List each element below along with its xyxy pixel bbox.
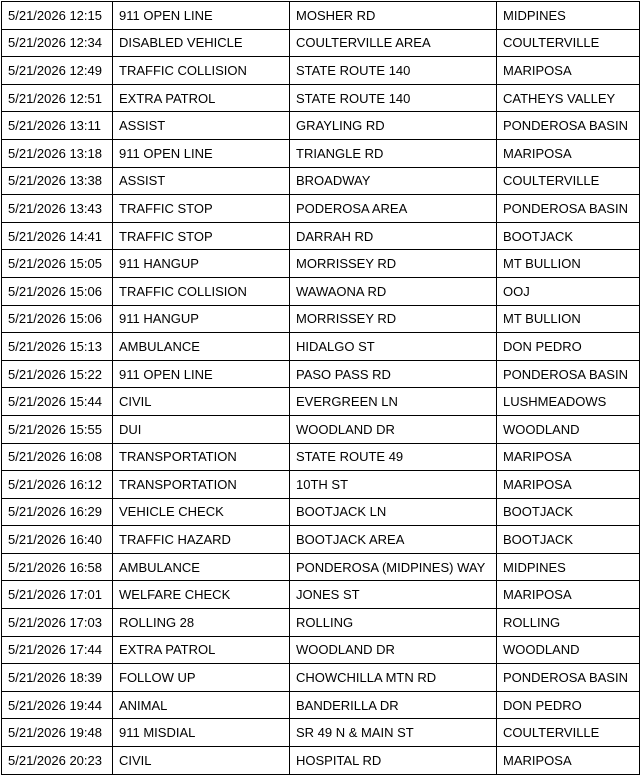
location-cell: EVERGREEN LN bbox=[290, 388, 497, 416]
area-cell: MARIPOSA bbox=[497, 139, 640, 167]
table-row bbox=[2, 471, 640, 499]
date-time-cell: 5/21/2026 20:23 bbox=[2, 747, 113, 775]
call-type-cell: ANIMAL bbox=[113, 691, 290, 719]
location-cell: BANDERILLA DR bbox=[290, 691, 497, 719]
call-type-cell: TRANSPORTATION bbox=[113, 471, 290, 499]
date-time-cell: 5/21/2026 16:12 bbox=[2, 471, 113, 499]
date-time-cell: 5/21/2026 15:05 bbox=[2, 250, 113, 278]
date-time-cell: 5/21/2026 19:48 bbox=[2, 719, 113, 747]
call-type-cell: ROLLING 28 bbox=[113, 609, 290, 637]
location-cell: STATE ROUTE 140 bbox=[290, 84, 497, 112]
call-type-cell: TRAFFIC COLLISION bbox=[113, 277, 290, 305]
table-row bbox=[2, 443, 640, 471]
location-cell: MORRISSEY RD bbox=[290, 250, 497, 278]
table-row bbox=[2, 139, 640, 167]
date-time-cell: 5/21/2026 12:34 bbox=[2, 29, 113, 57]
table-row bbox=[2, 388, 640, 416]
table-row bbox=[2, 222, 640, 250]
call-type-cell: 911 OPEN LINE bbox=[113, 2, 290, 30]
area-cell: MT BULLION bbox=[497, 250, 640, 278]
call-type-cell: AMBULANCE bbox=[113, 333, 290, 361]
table-row bbox=[2, 609, 640, 637]
call-type-cell: TRAFFIC STOP bbox=[113, 195, 290, 223]
incident-log-body bbox=[2, 2, 640, 775]
area-cell: DON PEDRO bbox=[497, 691, 640, 719]
location-cell: HIDALGO ST bbox=[290, 333, 497, 361]
call-type-cell: 911 OPEN LINE bbox=[113, 360, 290, 388]
date-time-cell: 5/21/2026 17:03 bbox=[2, 609, 113, 637]
location-cell: WOODLAND DR bbox=[290, 415, 497, 443]
date-time-cell: 5/21/2026 12:15 bbox=[2, 2, 113, 30]
call-type-cell: EXTRA PATROL bbox=[113, 84, 290, 112]
location-cell: ROLLING bbox=[290, 609, 497, 637]
location-cell: STATE ROUTE 49 bbox=[290, 443, 497, 471]
call-type-cell: VEHICLE CHECK bbox=[113, 498, 290, 526]
location-cell: STATE ROUTE 140 bbox=[290, 57, 497, 85]
table-row bbox=[2, 636, 640, 664]
date-time-cell: 5/21/2026 17:44 bbox=[2, 636, 113, 664]
area-cell: PONDEROSA BASIN bbox=[497, 112, 640, 140]
location-cell: PASO PASS RD bbox=[290, 360, 497, 388]
location-cell: JONES ST bbox=[290, 581, 497, 609]
location-cell: SR 49 N & MAIN ST bbox=[290, 719, 497, 747]
area-cell: BOOTJACK bbox=[497, 526, 640, 554]
table-row bbox=[2, 360, 640, 388]
area-cell: BOOTJACK bbox=[497, 222, 640, 250]
table-row bbox=[2, 415, 640, 443]
date-time-cell: 5/21/2026 12:49 bbox=[2, 57, 113, 85]
call-type-cell: CIVIL bbox=[113, 388, 290, 416]
area-cell: MARIPOSA bbox=[497, 57, 640, 85]
call-type-cell: FOLLOW UP bbox=[113, 664, 290, 692]
date-time-cell: 5/21/2026 15:06 bbox=[2, 305, 113, 333]
location-cell: BROADWAY bbox=[290, 167, 497, 195]
location-cell: 10TH ST bbox=[290, 471, 497, 499]
call-type-cell: WELFARE CHECK bbox=[113, 581, 290, 609]
area-cell: PONDEROSA BASIN bbox=[497, 360, 640, 388]
call-type-cell: TRAFFIC STOP bbox=[113, 222, 290, 250]
date-time-cell: 5/21/2026 15:13 bbox=[2, 333, 113, 361]
table-row bbox=[2, 747, 640, 775]
call-type-cell: 911 MISDIAL bbox=[113, 719, 290, 747]
location-cell: HOSPITAL RD bbox=[290, 747, 497, 775]
table-row bbox=[2, 581, 640, 609]
area-cell: WOODLAND bbox=[497, 415, 640, 443]
area-cell: MARIPOSA bbox=[497, 443, 640, 471]
table-row bbox=[2, 250, 640, 278]
table-row bbox=[2, 57, 640, 85]
location-cell: GRAYLING RD bbox=[290, 112, 497, 140]
location-cell: DARRAH RD bbox=[290, 222, 497, 250]
area-cell: WOODLAND bbox=[497, 636, 640, 664]
call-type-cell: DISABLED VEHICLE bbox=[113, 29, 290, 57]
call-type-cell: TRANSPORTATION bbox=[113, 443, 290, 471]
date-time-cell: 5/21/2026 13:18 bbox=[2, 139, 113, 167]
call-type-cell: 911 OPEN LINE bbox=[113, 139, 290, 167]
call-type-cell: ASSIST bbox=[113, 167, 290, 195]
location-cell: TRIANGLE RD bbox=[290, 139, 497, 167]
table-row bbox=[2, 277, 640, 305]
incident-log-table bbox=[1, 1, 640, 775]
date-time-cell: 5/21/2026 13:38 bbox=[2, 167, 113, 195]
area-cell: MARIPOSA bbox=[497, 581, 640, 609]
area-cell: CATHEYS VALLEY bbox=[497, 84, 640, 112]
location-cell: PONDEROSA (MIDPINES) WAY bbox=[290, 553, 497, 581]
area-cell: MT BULLION bbox=[497, 305, 640, 333]
table-row bbox=[2, 29, 640, 57]
area-cell: LUSHMEADOWS bbox=[497, 388, 640, 416]
location-cell: BOOTJACK AREA bbox=[290, 526, 497, 554]
location-cell: WOODLAND DR bbox=[290, 636, 497, 664]
date-time-cell: 5/21/2026 16:08 bbox=[2, 443, 113, 471]
area-cell: PONDEROSA BASIN bbox=[497, 195, 640, 223]
area-cell: MARIPOSA bbox=[497, 471, 640, 499]
location-cell: WAWAONA RD bbox=[290, 277, 497, 305]
table-row bbox=[2, 195, 640, 223]
call-type-cell: TRAFFIC HAZARD bbox=[113, 526, 290, 554]
area-cell: COULTERVILLE bbox=[497, 719, 640, 747]
location-cell: MOSHER RD bbox=[290, 2, 497, 30]
call-type-cell: DUI bbox=[113, 415, 290, 443]
area-cell: PONDEROSA BASIN bbox=[497, 664, 640, 692]
table-row bbox=[2, 498, 640, 526]
table-row bbox=[2, 553, 640, 581]
date-time-cell: 5/21/2026 13:43 bbox=[2, 195, 113, 223]
date-time-cell: 5/21/2026 15:55 bbox=[2, 415, 113, 443]
call-type-cell: 911 HANGUP bbox=[113, 250, 290, 278]
table-row bbox=[2, 2, 640, 30]
date-time-cell: 5/21/2026 16:40 bbox=[2, 526, 113, 554]
table-row bbox=[2, 112, 640, 140]
date-time-cell: 5/21/2026 15:44 bbox=[2, 388, 113, 416]
location-cell: BOOTJACK LN bbox=[290, 498, 497, 526]
date-time-cell: 5/21/2026 14:41 bbox=[2, 222, 113, 250]
location-cell: CHOWCHILLA MTN RD bbox=[290, 664, 497, 692]
call-type-cell: ASSIST bbox=[113, 112, 290, 140]
call-type-cell: 911 HANGUP bbox=[113, 305, 290, 333]
table-row bbox=[2, 333, 640, 361]
table-row bbox=[2, 84, 640, 112]
table-row bbox=[2, 167, 640, 195]
table-row bbox=[2, 664, 640, 692]
date-time-cell: 5/21/2026 18:39 bbox=[2, 664, 113, 692]
area-cell: ROLLING bbox=[497, 609, 640, 637]
date-time-cell: 5/21/2026 13:11 bbox=[2, 112, 113, 140]
date-time-cell: 5/21/2026 15:06 bbox=[2, 277, 113, 305]
area-cell: MIDPINES bbox=[497, 2, 640, 30]
location-cell: COULTERVILLE AREA bbox=[290, 29, 497, 57]
date-time-cell: 5/21/2026 16:29 bbox=[2, 498, 113, 526]
date-time-cell: 5/21/2026 19:44 bbox=[2, 691, 113, 719]
date-time-cell: 5/21/2026 17:01 bbox=[2, 581, 113, 609]
table-row bbox=[2, 691, 640, 719]
date-time-cell: 5/21/2026 12:51 bbox=[2, 84, 113, 112]
location-cell: MORRISSEY RD bbox=[290, 305, 497, 333]
area-cell: MIDPINES bbox=[497, 553, 640, 581]
area-cell: COULTERVILLE bbox=[497, 29, 640, 57]
call-type-cell: CIVIL bbox=[113, 747, 290, 775]
call-type-cell: EXTRA PATROL bbox=[113, 636, 290, 664]
area-cell: COULTERVILLE bbox=[497, 167, 640, 195]
date-time-cell: 5/21/2026 16:58 bbox=[2, 553, 113, 581]
call-type-cell: TRAFFIC COLLISION bbox=[113, 57, 290, 85]
table-row bbox=[2, 305, 640, 333]
area-cell: MARIPOSA bbox=[497, 747, 640, 775]
table-row bbox=[2, 719, 640, 747]
area-cell: BOOTJACK bbox=[497, 498, 640, 526]
area-cell: OOJ bbox=[497, 277, 640, 305]
location-cell: PODEROSA AREA bbox=[290, 195, 497, 223]
date-time-cell: 5/21/2026 15:22 bbox=[2, 360, 113, 388]
area-cell: DON PEDRO bbox=[497, 333, 640, 361]
call-type-cell: AMBULANCE bbox=[113, 553, 290, 581]
table-row bbox=[2, 526, 640, 554]
